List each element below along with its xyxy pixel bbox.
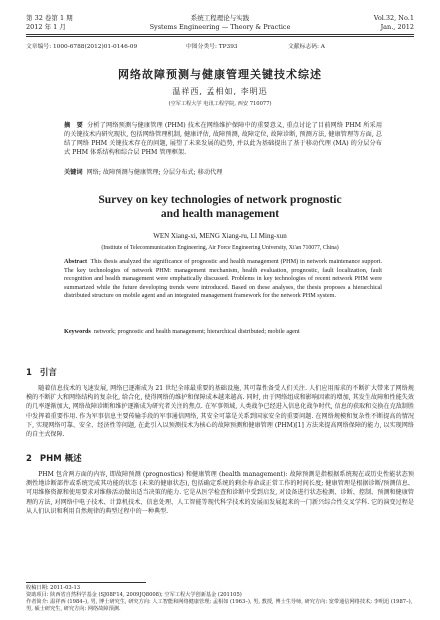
abstract-zh (64, 121, 382, 157)
footnote-funding: 资助项目: 陕西省自然科学基金 (SJ08F14, 2009JQ8008); 空军工程大学创新基金 (201105) (26, 592, 242, 598)
title-zh: 网络故障预测与健康管理关键技术综述 (118, 68, 322, 81)
header-rule (26, 34, 414, 35)
abstract-en-label: Abstract (64, 258, 88, 265)
abstract-en-text: This thesis analyzed the significance of prognostic and health management (PHM) in network maintenance support. The key technologies of network PHM: management mechanism, health evaluation, prognostic, fault localization, fault recognition and health management were emphatically discussed. Problems in key technologies of recent network PHM were summarized while the future developing trends were introduced. Based on these analyses, the thesis proposes a hierarchical distributed structure on mobile agent and an integrated management framework for the network PHM system. (64, 258, 382, 300)
header-rule-thin (26, 36, 414, 37)
keywords-zh-text: 网络; 故障预测与健康管理; 分层分布式; 移动代理 (86, 169, 223, 176)
issue-zh: 第 32 卷第 1 期 (26, 14, 73, 22)
footnote-received: 收稿日期: 2011-03-13 (26, 585, 81, 591)
section-title: 引言 (39, 368, 57, 378)
abstract-zh-text: 分析了网络预测与健康管理 (PHM) 技术在网络维护保障中的重要意义, 重点讨论了目前网络 PHM 所采用的关键技术内研究现状, 包括网络管理机制, 健康评估, 故障预测, 故障定位, 故障诊断, 预测方法, 健康管理等方面, 总结了网络 PHM 关键技术存在的问题, 展望了未来发展的趋势, 并以此为基础提出了基于移动代理 (MA) 的分层分布式 PHM 体系结构和综合层 PHM 管理框架. (64, 122, 383, 156)
authors-en: WEN Xiang-xi, MENG Xiang-ru, LI Ming-xun (153, 232, 287, 240)
section-heading-1 (26, 366, 57, 378)
abstract-zh-label: 摘 要 (64, 122, 83, 129)
affiliation-zh: (空军工程大学 电讯工程学院, 西安 710077) (168, 101, 272, 107)
section-title: PHM 概述 (39, 454, 82, 464)
section-number: 1 (26, 368, 32, 378)
section-heading-2 (26, 452, 82, 464)
date-zh: 2012 年 1 月 (26, 23, 66, 31)
article-number: 文章编号: 1000-6788(2012)01-0146-09 (26, 44, 138, 50)
footnote-bio: 作者简介: 温祥西 (1984–), 男, 博士研究生, 研究方向: 人工智能和网络健康管理; 孟相如 (1963–), 男, 教授, 博士生导师, 研究方向: 宽带通信网络技术; 李明迅 (1987–), 男, 硕士研究生, 研究方向: 网络故障预测. (26, 599, 413, 612)
section-number: 2 (26, 454, 32, 464)
title-en (26, 193, 414, 221)
footnote (26, 585, 414, 613)
keywords-en-text: network; prognostic and health management; hierarchical distributed; mobile agent (93, 328, 300, 335)
journal-zh: 系统工程理论与实践 (190, 14, 250, 22)
title-en-line1: Survey on key technologies of network prognostic (98, 194, 342, 206)
journal-en: Systems Engineering — Theory & Practice (149, 23, 291, 31)
authors-zh: 温祥西, 孟相如, 李明迅 (172, 87, 268, 96)
keywords-zh-label: 关键词 (64, 169, 83, 176)
section-body-2: PHM 包含两方面的内容, 即故障预测 (prognostics) 和健康管理 (health management): 故障预测是指根据系统现在或历史性能状态预测性地诊断部件或系统完成其功能的状态 (未来的健康状态), 包括确定系统的剩余寿命或正常工作的时间长度; 健康管理是根据诊断/预测信息、可用维修资源和使用要求对维修活动做出适当决策的能力. 它是从医学检查和诊断中受到启发, 对设备进行状态检测、诊断、控制、预测和健康管理的方法, 对网络中电子技术、计算机技术、信息处理、人工智能等现代科学技术的发展而发展起来的一门新兴综合性交叉学科. 它的演变过程是从人们认识和利用自然规律的典型过程中的一种典型. (26, 471, 414, 515)
date-en: Jan., 2012 (380, 23, 414, 31)
keywords-en-label: Keywords (64, 328, 91, 335)
volume-en: Vol.32, No.1 (373, 14, 414, 22)
section-body-1: 随着信息技术的飞速发展, 网络已逐渐成为 21 世纪全球最重要的基础设施, 其可靠性备受人们关注. 人们应用需求的不断扩大带来了网络规模的不断扩大和网络结构的复杂化, 给合化, 使得网络的维护和保障成本越来越高. 同时, 由于网络组成和影响因素的增加, 其发生故障和性能失效的几率逐渐加大, 网络故障诊断和维护逐渐成为研究者关注的焦点. 在军事领域, 人类战争已经进入信息化战争时代, 信息的获取和交换在克敌制胜中发挥着重要作用. 作为军事信息主要传输手段的军事通信网络, 其安全可靠是关系到国家安全的重要问题. 在网络规模和复杂性不断提高的情况下, 实现网络可靠、安全、经济性等问题, 在此引入以预测技术为核心的故障预测和健康管理 (PHM)[1] 方法来提高网络保障的能力, 以实现网络的自主式保障. (26, 385, 414, 439)
keywords-en (64, 328, 382, 337)
title-en-line2: and health management (160, 208, 280, 220)
keywords-zh (64, 168, 382, 177)
footnote-rule (26, 582, 146, 583)
document-code: 文献标志码: A (288, 44, 325, 50)
abstract-en (64, 258, 382, 301)
affiliation-en: (Institute of Telecommunication Engineering, Air Force Engineering University, Xi'an 710077, China) (101, 245, 339, 251)
clc-number: 中图分类号: TP393 (186, 44, 238, 50)
